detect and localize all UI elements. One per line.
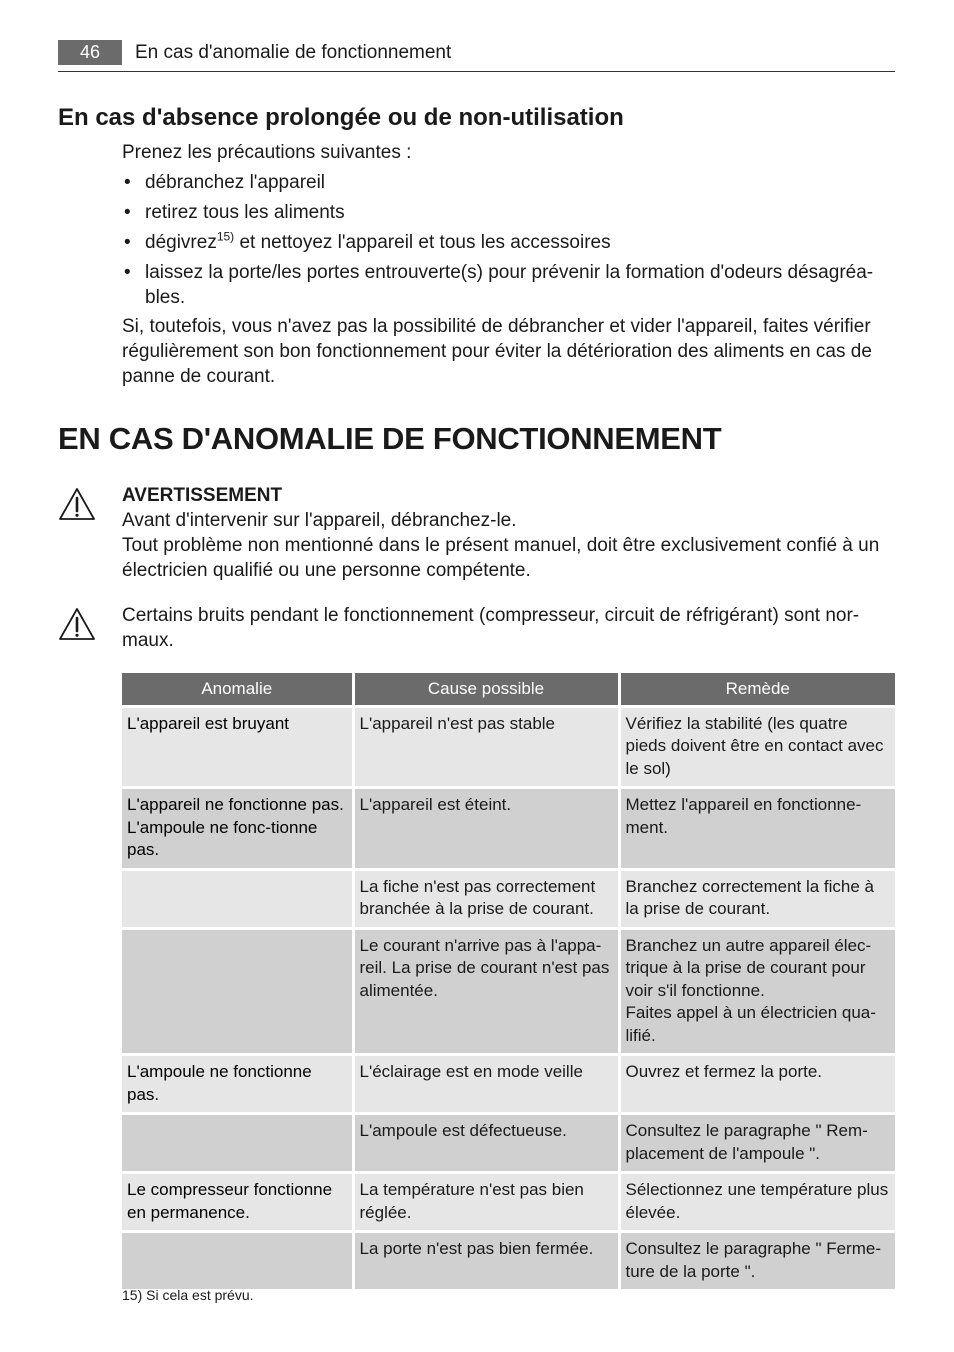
table-header-row (122, 673, 895, 706)
bullet-icon: • (124, 232, 131, 253)
troubleshooting-table (122, 673, 895, 1292)
cell-cause: La fiche n'est pas correctement branchée à la prise de courant. (353, 869, 619, 928)
footnote: 15) Si cela est prévu. (122, 1287, 254, 1303)
cell-cause: Le courant n'arrive pas à l'appa-reil. La prise de courant n'est pas alimentée. (353, 928, 619, 1055)
section-title-anomalie: EN CAS D'ANOMALIE DE FONCTIONNEMENT (58, 421, 722, 456)
cell-anomalie (122, 869, 353, 928)
noise-note: Certains bruits pendant le fonctionnement (compresseur, circuit de réfrigérant) sont nor-maux. (122, 605, 860, 651)
table-row (122, 788, 895, 870)
warning-heading: AVERTISSEMENT (122, 485, 283, 506)
bullet-icon: • (124, 202, 131, 223)
list-item: • laissez la porte/les portes entrouverte(s) pour prévenir la formation d'odeurs désagréa-bles. (124, 262, 874, 308)
cell-remede: Consultez le paragraphe " Rem-placement de l'ampoule ". (619, 1114, 895, 1173)
absence-note: Si, toutefois, vous n'avez pas la possibilité de débrancher et vider l'appareil, faites vérifier régulièrement son bon fonctionnement pour éviter la détérioration des aliments en cas de panne de courant. (122, 316, 872, 387)
list-item: • débranchez l'appareil (124, 172, 326, 193)
cell-remede: Sélectionnez une température plus élevée. (619, 1173, 895, 1232)
cell-cause: L'appareil n'est pas stable (353, 706, 619, 788)
cell-cause: La porte n'est pas bien fermée. (353, 1232, 619, 1291)
column-header-anomalie: Anomalie (122, 673, 353, 706)
cell-anomalie: L'ampoule ne fonctionne pas. (122, 1055, 353, 1114)
cell-remede: Branchez un autre appareil élec-trique à la prise de courant pour voir s'il fonctionne. Faites appel à un électricien qua-lifié. (619, 928, 895, 1055)
table-row (122, 928, 895, 1055)
cell-anomalie: Le compresseur fonctionne en permanence. (122, 1173, 353, 1232)
precautions-list (122, 170, 882, 315)
table-row (122, 706, 895, 788)
cell-anomalie (122, 1114, 353, 1173)
bullet-icon: • (124, 262, 131, 283)
section-title-absence: En cas d'absence prolongée ou de non-utilisation (58, 104, 624, 131)
cell-anomalie (122, 1232, 353, 1291)
page-header (58, 40, 895, 72)
warning-triangle-icon (58, 607, 96, 641)
cell-cause: La température n'est pas bien réglée. (353, 1173, 619, 1232)
cell-cause: L'éclairage est en mode veille (353, 1055, 619, 1114)
warning-triangle-icon (58, 487, 96, 521)
footnote-ref[interactable]: 15) (216, 229, 235, 244)
page-number: 46 (58, 40, 122, 65)
cell-remede: Branchez correctement la fiche à la prise de courant. (619, 869, 895, 928)
column-header-cause: Cause possible (353, 673, 619, 706)
cell-cause: L'appareil est éteint. (353, 788, 619, 870)
cell-cause: L'ampoule est défectueuse. (353, 1114, 619, 1173)
cell-anomalie: L'appareil ne fonctionne pas. L'ampoule ne fonc-tionne pas. (122, 788, 353, 870)
column-header-remede: Remède (619, 673, 895, 706)
warning-text-2: Tout problème non mentionné dans le présent manuel, doit être exclusivement confié à un électricien qualifié ou une personne compétente. (122, 535, 880, 581)
bullet-icon: • (124, 172, 131, 193)
running-title: En cas d'anomalie de fonctionnement (135, 42, 452, 63)
absence-intro: Prenez les précautions suivantes : (122, 142, 412, 163)
table-row (122, 1232, 895, 1291)
list-item: • dégivrez$^{15)}$ et nettoyez l'appareil et tous les accessoires (124, 229, 611, 253)
cell-anomalie (122, 928, 353, 1055)
list-item: • retirez tous les aliments (124, 202, 345, 223)
table-row (122, 1055, 895, 1114)
cell-remede: Consultez le paragraphe " Ferme-ture de la porte ". (619, 1232, 895, 1291)
cell-remede: Mettez l'appareil en fonctionne-ment. (619, 788, 895, 870)
table-row (122, 1114, 895, 1173)
table-row (122, 1173, 895, 1232)
table-row (122, 869, 895, 928)
warning-text-1: Avant d'intervenir sur l'appareil, débranchez-le. (122, 510, 517, 531)
cell-remede: Vérifiez la stabilité (les quatre pieds doivent être en contact avec le sol) (619, 706, 895, 788)
cell-remede: Ouvrez et fermez la porte. (619, 1055, 895, 1114)
cell-anomalie: L'appareil est bruyant (122, 706, 353, 788)
